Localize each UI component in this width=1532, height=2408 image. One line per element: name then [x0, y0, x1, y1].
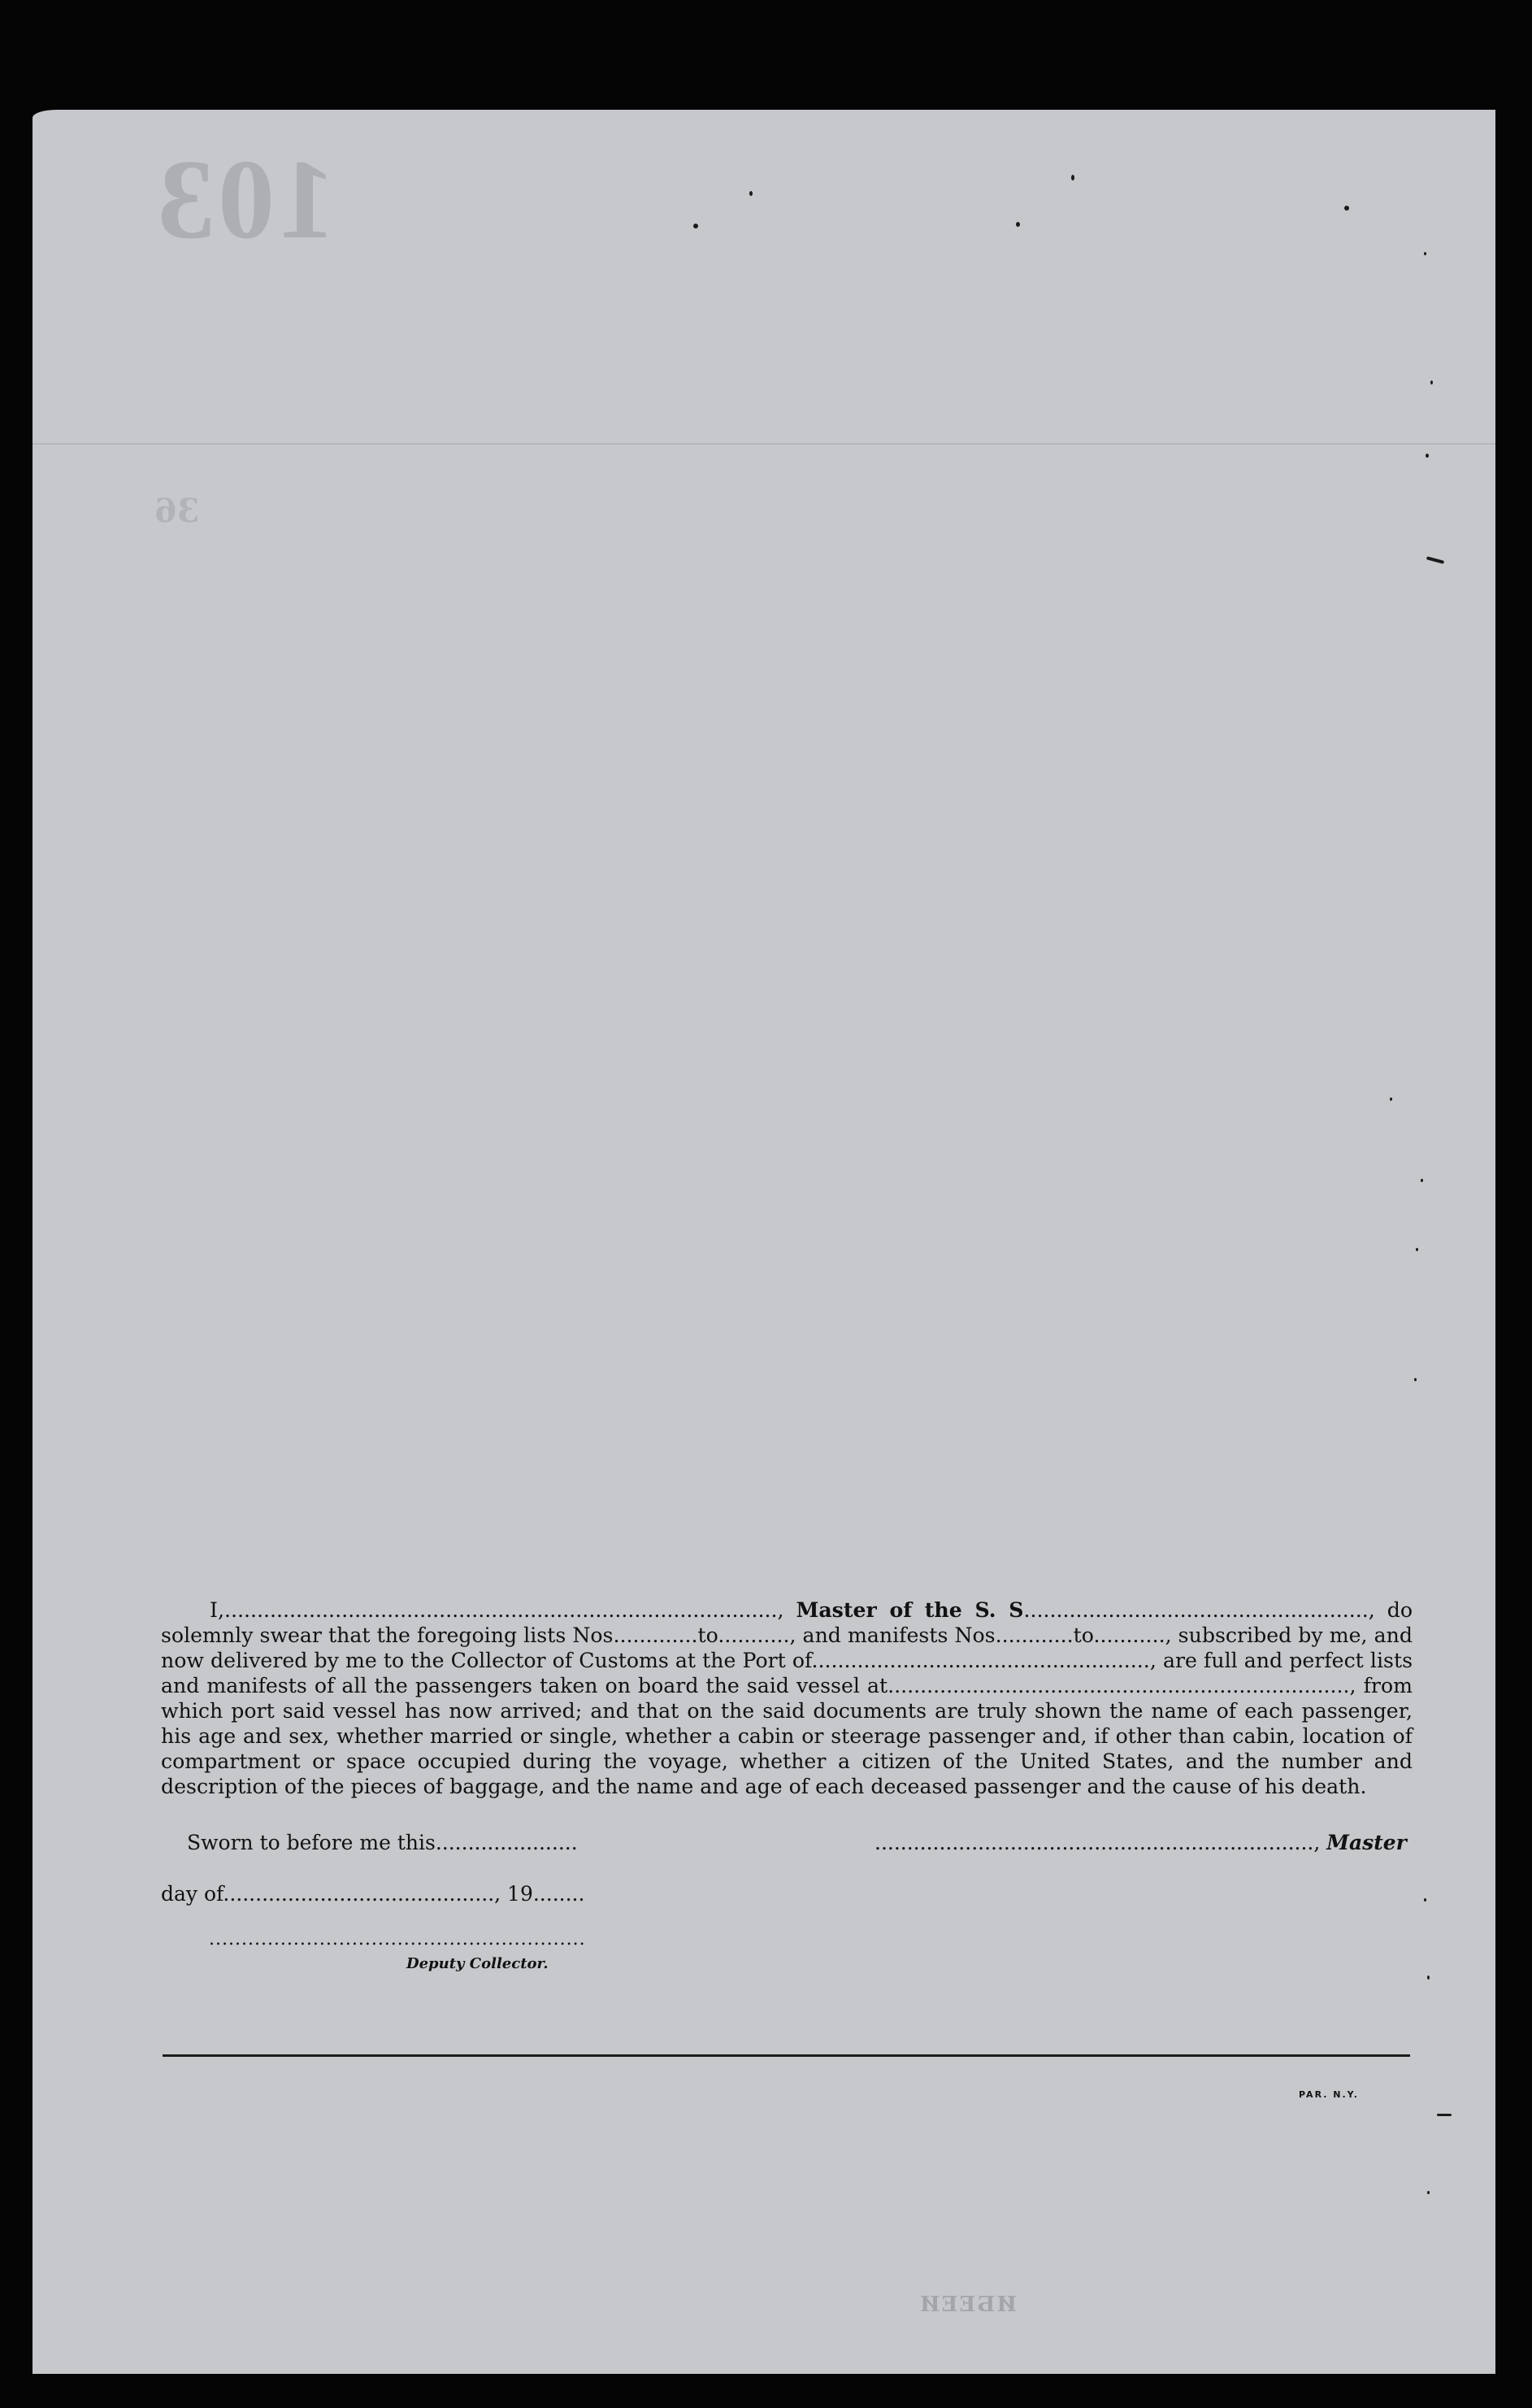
oath-body: ....................................................., do solemnly swear that the foregoing lists Nos.............to..........., and manifests Nos............to..........., subscribed by me, and now delivered by me to the Collector of Customs at the Port of...................................................., are full and perfect lists and manifests of all the passengers taken on board the said vessel at......................................................................., from which port said vessel has now arrived; and that on the said documents are truly shown the name of each passenger, his age and sex, whether married or single, whether a cabin or steerage passenger and, if other than cabin, location of compartment or space occupied during the voyage, whether a citizen of the United States, and the number and description of the pieces of baggage, and the name and age of each deceased passenger and the cause of his death. — [161, 1598, 1413, 1798]
ink-speck — [1344, 206, 1349, 211]
paper-fold-line — [33, 443, 1495, 445]
master-oath-paragraph — [161, 1597, 1413, 1799]
ink-speck — [1430, 380, 1433, 385]
ink-speck — [1424, 252, 1426, 255]
master-signature-line — [874, 1831, 1407, 1854]
horizontal-rule — [163, 2054, 1410, 2057]
oath-master-of-ship: Master of the S. S — [796, 1597, 1024, 1622]
ink-mark — [1426, 556, 1444, 564]
ink-speck — [1421, 1179, 1423, 1182]
oath-opening: I,....................................................................................., — [210, 1598, 796, 1622]
bleed-through-page-number: 103 — [154, 137, 335, 263]
bleed-through-mark: 36 — [154, 492, 200, 530]
master-label: Master — [1326, 1831, 1407, 1854]
ink-speck — [1414, 1378, 1417, 1381]
ink-speck — [749, 191, 753, 196]
deputy-collector-label: Deputy Collector. — [406, 1955, 549, 1972]
ink-speck — [1071, 175, 1074, 180]
printer-imprint: PAR. N.Y. — [1299, 2089, 1359, 2100]
master-signature-dots: ...................................................................., — [874, 1831, 1327, 1854]
ink-speck — [1427, 1976, 1430, 1980]
ink-mark — [1437, 2114, 1452, 2116]
ink-speck — [1427, 2191, 1430, 2194]
bleed-through-stamp: ИБЕЕИ — [918, 2293, 1017, 2317]
ink-speck — [1426, 454, 1429, 458]
ink-speck — [693, 224, 698, 228]
ink-speck — [1416, 1248, 1418, 1251]
day-of-line: day of.........................................., 19........ — [161, 1882, 585, 1906]
ink-speck — [1016, 222, 1020, 227]
ink-speck — [1390, 1098, 1392, 1101]
ink-speck — [1424, 1898, 1426, 1902]
deputy-collector-signature-line: .......................................................... — [209, 1929, 586, 1949]
sworn-before-line: Sworn to before me this...................... — [187, 1831, 578, 1854]
manifest-page — [33, 110, 1495, 2374]
